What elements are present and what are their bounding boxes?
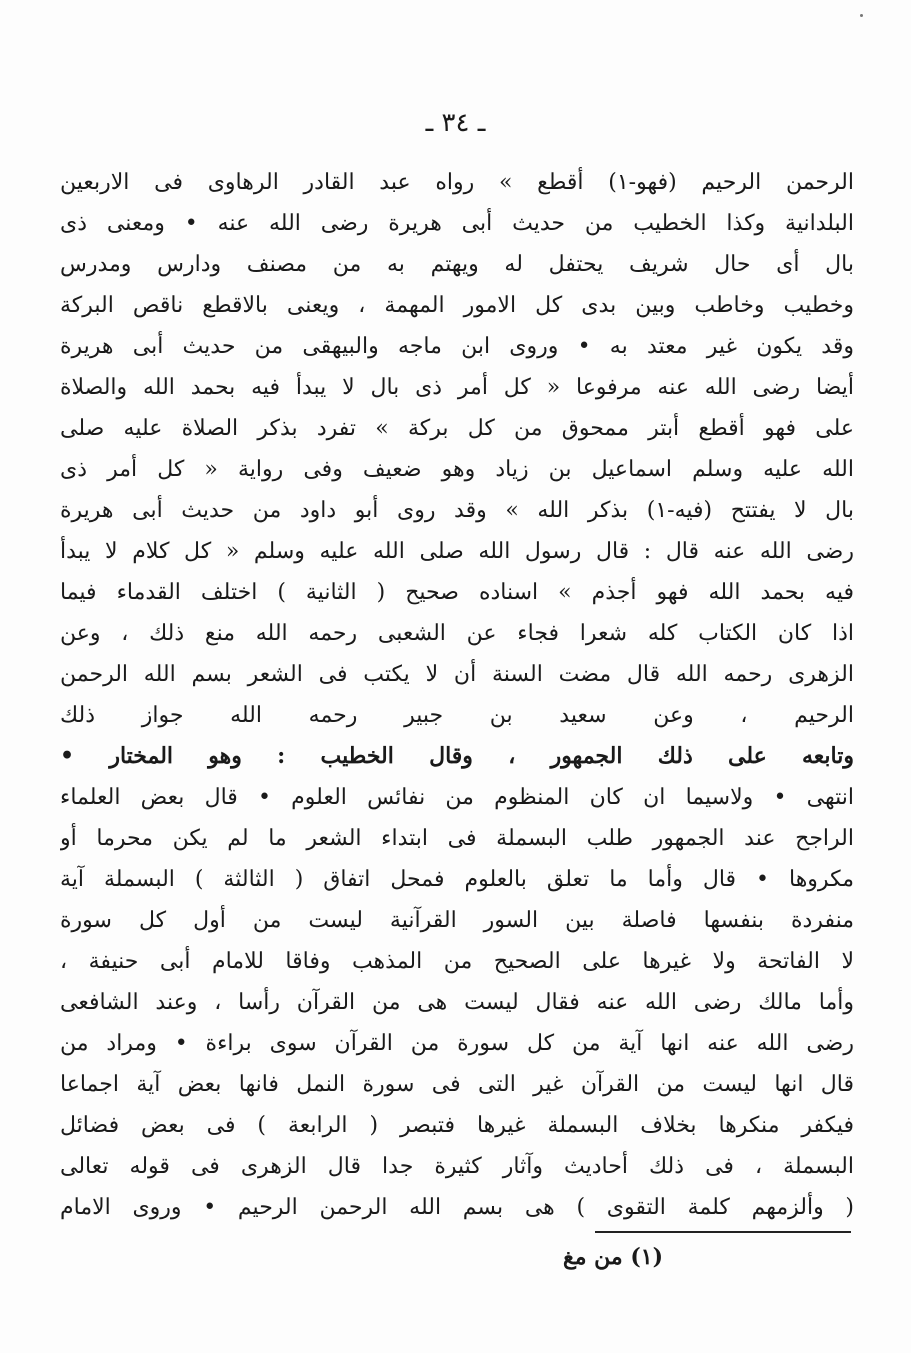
text-line: على فهو أقطع أبتر ممحوق من كل بركة » تفرد بذكر الصلاة عليه صلى bbox=[60, 416, 854, 441]
text-line: بال أى حال شريف يحتفل له ويهتم به من مصنف ودارس ومدرس bbox=[60, 252, 854, 277]
text-line: رضى الله عنه انها آية من كل سورة من القرآن سوى براءة • ومراد من bbox=[60, 1031, 854, 1056]
text-line: الزهرى رحمه الله قال مضت السنة أن لا يكتب فى الشعر بسم الله الرحمن bbox=[60, 662, 854, 687]
page-number: ـ ٣٤ ـ bbox=[425, 108, 486, 138]
text-line: الراجح عند الجمهور طلب البسملة فى ابتداء الشعر ما لم يكن محرما أو bbox=[60, 826, 854, 851]
text-line: وخطيب وخاطب وبين بدى كل الامور المهمة ، ويعنى بالاقطع ناقص البركة bbox=[60, 293, 854, 318]
text-line: وتابعه على ذلك الجمهور ، وقال الخطيب : وهو المختار • bbox=[60, 743, 854, 769]
text-line: أيضا رضى الله عنه مرفوعا « كل أمر ذى بال لا يبدأ فيه بحمد الله والصلاة bbox=[60, 375, 854, 400]
text-line: لا الفاتحة ولا غيرها على الصحيح من المذهب وفاقا للامام أبى حنيفة ، bbox=[60, 949, 854, 974]
text-line: قال انها ليست من القرآن غير التى فى سورة النمل فانها بعض آية اجماعا bbox=[60, 1072, 854, 1097]
text-line: البسملة ، فى ذلك أحاديث وآثار كثيرة جدا قال الزهرى فى قوله تعالى bbox=[60, 1154, 854, 1179]
text-line: رضى الله عنه قال : قال رسول الله صلى الله عليه وسلم « كل كلام لا يبدأ bbox=[60, 539, 854, 564]
text-line: ( وألزمهم كلمة التقوى ) هى بسم الله الرحمن الرحيم • وروى الامام bbox=[60, 1195, 854, 1220]
text-line: الله عليه وسلم اسماعيل بن زياد وهو ضعيف وفى رواية « كل أمر ذى bbox=[60, 457, 854, 482]
footnote-divider bbox=[595, 1231, 851, 1233]
text-line: بال لا يفتتح (فيه-١) بذكر الله » وقد روى أبو داود من حديث أبى هريرة bbox=[60, 498, 854, 523]
text-line: الرحمن الرحيم (فهو-١) أقطع » رواه عبد القادر الرهاوى فى الاربعين bbox=[60, 170, 854, 195]
body-text bbox=[60, 162, 854, 1228]
text-line: الرحيم ، وعن سعيد بن جبير رحمه الله جواز ذلك bbox=[60, 703, 854, 728]
text-line: انتهى • ولاسيما ان كان المنظوم من نفائس العلوم • قال بعض العلماء bbox=[60, 785, 854, 810]
footnote: (١) من مغ bbox=[562, 1244, 663, 1270]
text-line: البلدانية وكذا الخطيب من حديث أبى هريرة رضى الله عنه • ومعنى ذى bbox=[60, 211, 854, 236]
scan-speck bbox=[860, 14, 863, 17]
text-line: منفردة بنفسها فاصلة بين السور القرآنية ليست من أول كل سورة bbox=[60, 908, 854, 933]
text-line: وأما مالك رضى الله عنه فقال ليست هى من القرآن رأسا ، وعند الشافعى bbox=[60, 990, 854, 1015]
text-line: فيكفر منكرها بخلاف البسملة غيرها فتبصر ( الرابعة ) فى بعض فضائل bbox=[60, 1113, 854, 1138]
text-line: وقد يكون غير معتد به • وروى ابن ماجه والبيهقى من حديث أبى هريرة bbox=[60, 334, 854, 359]
text-line: فيه بحمد الله فهو أجذم » اسناده صحيح ( الثانية ) اختلف القدماء فيما bbox=[60, 580, 854, 605]
text-line: اذا كان الكتاب كله شعرا فجاء عن الشعبى رحمه الله منع ذلك ، وعن bbox=[60, 621, 854, 646]
text-line: مكروها • قال وأما ما تعلق بالعلوم فمحل اتفاق ( الثالثة ) البسملة آية bbox=[60, 867, 854, 892]
